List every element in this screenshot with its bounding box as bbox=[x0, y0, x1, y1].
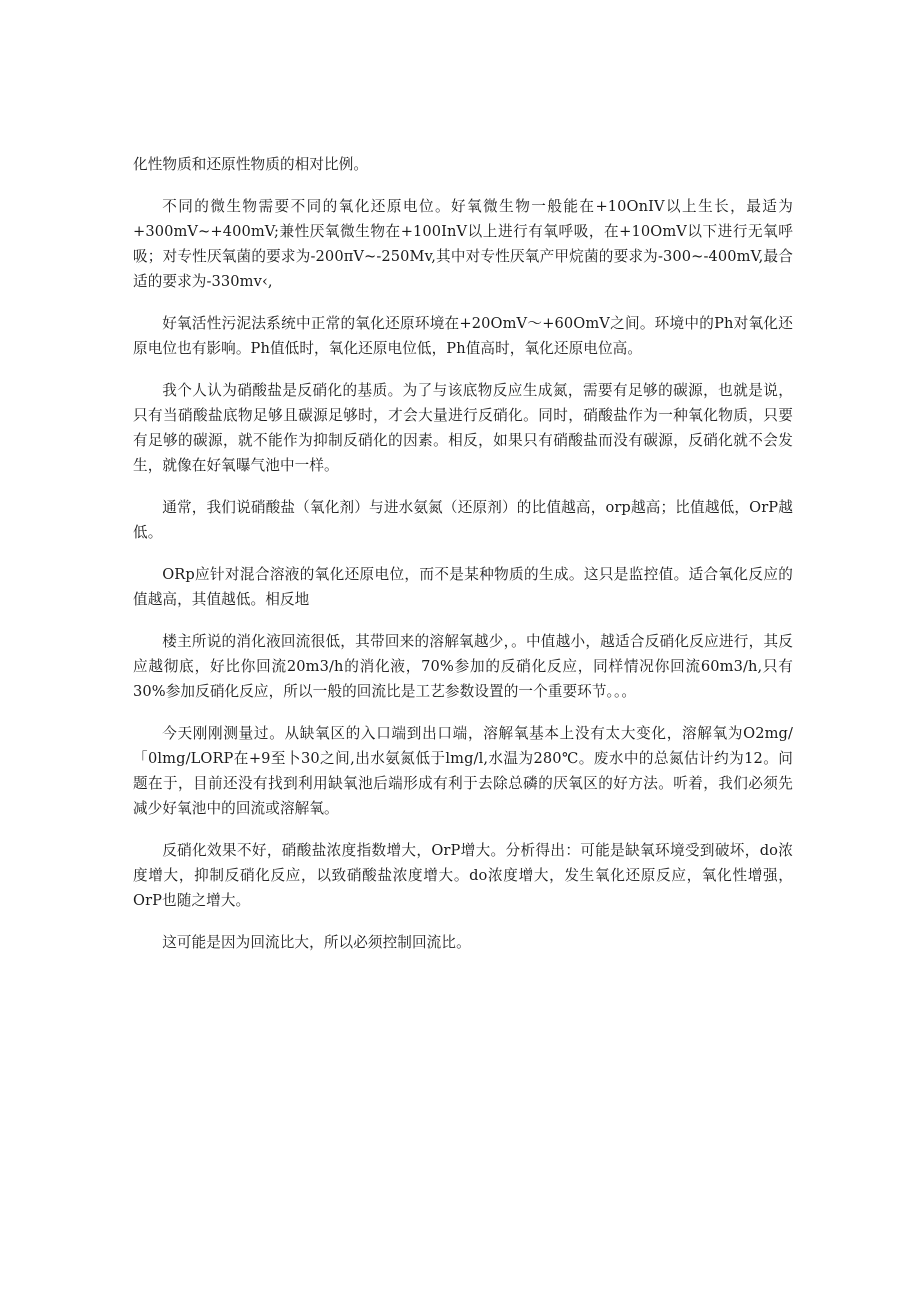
paragraph-6: ORp应针对混合溶液的氧化还原电位，而不是某种物质的生成。这只是监控值。适合氧化反应的值越高，其值越低。相反地 bbox=[133, 566, 793, 608]
paragraph-3: 好氧活性污泥法系统中正常的氧化还原环境在+20OmV～+60OmV之间。环境中的Ph对氧化还原电位也有影响。Ph值低时，氧化还原电位低，Ph值高时，氧化还原电位高。 bbox=[133, 315, 793, 357]
paragraph-1: 化性物质和还原性物质的相对比例。 bbox=[133, 156, 369, 173]
document-body bbox=[133, 152, 793, 972]
paragraph-9: 反硝化效果不好，硝酸盐浓度指数增大，OrP增大。分析得出：可能是缺氧环境受到破坏，do浓度增大，抑制反硝化反应，以致硝酸盐浓度增大。do浓度增大，发生氧化还原反应，氧化性增强，OrP也随之增大。 bbox=[133, 842, 793, 909]
paragraph-2: 不同的微生物需要不同的氧化还原电位。好氧微生物一般能在+10OnIV以上生长，最适为+300mV~+400mV;兼性厌氧微生物在+100InV以上进行有氧呼吸，在+10OmV以下进行无氧呼吸；对专性厌氧菌的要求为-200πV~-250Mv,其中对专性厌氧产甲烷菌的要求为-300~-400mV,最合适的要求为-330mv‹, bbox=[133, 198, 793, 290]
paragraph-8: 今天刚刚测量过。从缺氧区的入口端到出口端，溶解氧基本上没有太大变化，溶解氧为O2mg/「0lmg∕LORP在+9至卜30之间,出水氨氮低于lmg∕l,水温为280℃。废水中的总氮估计约为12。问题在于，目前还没有找到利用缺氧池后端形成有利于去除总磷的厌氧区的好方法。听着，我们必须先减少好氧池中的回流或溶解氧。 bbox=[133, 725, 793, 817]
paragraph-4: 我个人认为硝酸盐是反硝化的基质。为了与该底物反应生成氮，需要有足够的碳源，也就是说，只有当硝酸盐底物足够且碳源足够时，才会大量进行反硝化。同时，硝酸盐作为一种氧化物质，只要有足够的碳源，就不能作为抑制反硝化的因素。相反，如果只有硝酸盐而没有碳源，反硝化就不会发生，就像在好氧曝气池中一样。 bbox=[133, 382, 793, 474]
paragraph-10: 这可能是因为回流比大，所以必须控制回流比。 bbox=[162, 934, 471, 951]
paragraph-5: 通常，我们说硝酸盐（氧化剂）与进水氨氮（还原剂）的比值越高，orp越高；比值越低，OrP越低。 bbox=[133, 499, 793, 541]
paragraph-7: 楼主所说的消化液回流很低，其带回来的溶解氧越少，。中值越小，越适合反硝化反应进行，其反应越彻底，好比你回流20m3∕h的消化液，70%参加的反硝化反应，同样情况你回流60m3∕h,只有30%参加反硝化反应，所以一般的回流比是工艺参数设置的一个重要环节。。。 bbox=[133, 633, 793, 700]
